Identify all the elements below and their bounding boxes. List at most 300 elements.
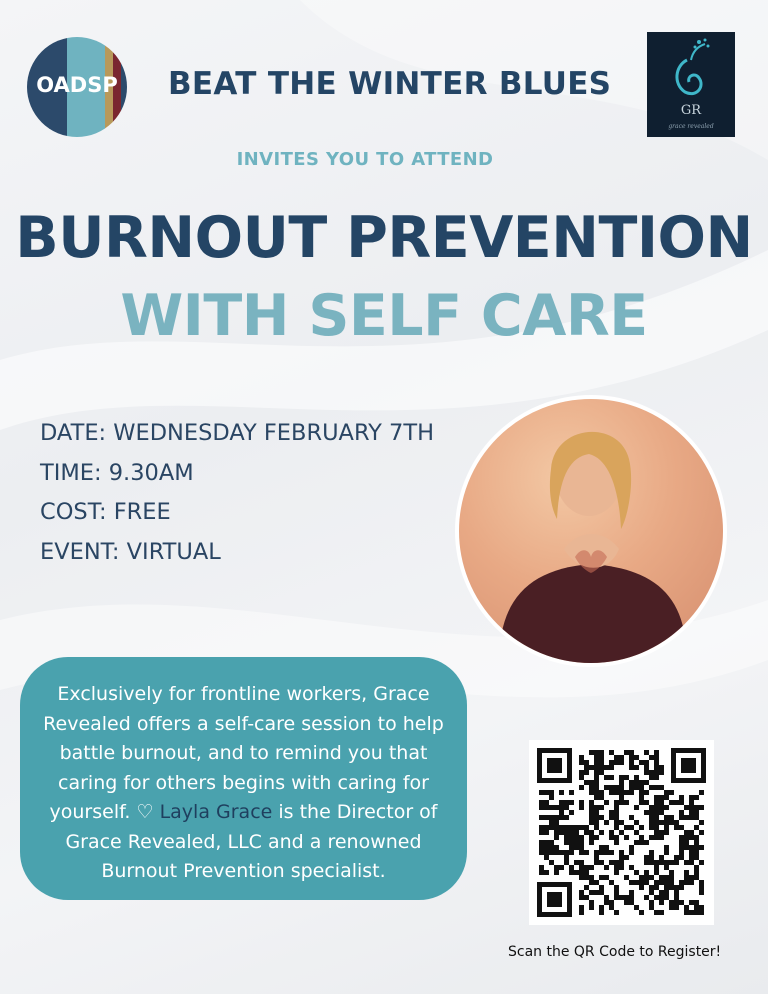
qr-module bbox=[699, 845, 704, 850]
qr-module bbox=[649, 855, 654, 860]
qr-module bbox=[589, 830, 594, 835]
qr-module bbox=[609, 830, 614, 835]
qr-module bbox=[689, 855, 694, 860]
qr-module bbox=[579, 875, 584, 880]
qr-module bbox=[594, 815, 599, 820]
qr-module bbox=[689, 910, 694, 915]
qr-module bbox=[569, 865, 574, 870]
qr-module bbox=[589, 805, 594, 810]
speaker-photo bbox=[455, 395, 727, 667]
qr-module bbox=[664, 845, 669, 850]
qr-module bbox=[669, 815, 674, 820]
qr-module bbox=[659, 895, 664, 900]
qr-module bbox=[649, 820, 654, 825]
qr-module bbox=[544, 855, 549, 860]
speaker-name: Layla Grace bbox=[159, 801, 273, 823]
qr-module bbox=[564, 825, 569, 830]
qr-module bbox=[564, 815, 569, 820]
qr-module bbox=[659, 860, 664, 865]
qr-module bbox=[614, 790, 619, 795]
qr-module bbox=[659, 875, 664, 880]
qr-module bbox=[579, 840, 584, 845]
qr-module bbox=[699, 830, 704, 835]
qr-module bbox=[614, 895, 619, 900]
qr-module bbox=[589, 890, 594, 895]
qr-module bbox=[544, 800, 549, 805]
qr-module bbox=[699, 910, 704, 915]
qr-module bbox=[659, 820, 664, 825]
qr-module bbox=[539, 840, 544, 845]
qr-module bbox=[694, 825, 699, 830]
qr-module bbox=[564, 850, 569, 855]
qr-module bbox=[624, 800, 629, 805]
detail-cost: COST: FREE bbox=[40, 499, 171, 525]
qr-module bbox=[629, 780, 634, 785]
qr-module bbox=[554, 865, 559, 870]
qr-module bbox=[569, 830, 574, 835]
qr-module bbox=[669, 800, 674, 805]
qr-module bbox=[634, 830, 639, 835]
qr-module bbox=[579, 905, 584, 910]
qr-module bbox=[694, 810, 699, 815]
qr-module bbox=[579, 770, 584, 775]
qr-module bbox=[629, 750, 634, 755]
qr-module bbox=[599, 815, 604, 820]
qr-module bbox=[599, 845, 604, 850]
qr-module bbox=[614, 885, 619, 890]
qr-module bbox=[599, 755, 604, 760]
qr-module bbox=[554, 820, 559, 825]
qr-module bbox=[609, 775, 614, 780]
qr-module bbox=[644, 895, 649, 900]
qr-module bbox=[639, 825, 644, 830]
qr-module bbox=[654, 795, 659, 800]
qr-module bbox=[644, 855, 649, 860]
qr-module bbox=[654, 910, 659, 915]
qr-module bbox=[639, 760, 644, 765]
qr-module bbox=[619, 865, 624, 870]
qr-module bbox=[579, 890, 584, 895]
qr-module bbox=[649, 885, 654, 890]
qr-module bbox=[619, 795, 624, 800]
qr-module bbox=[654, 870, 659, 875]
qr-module bbox=[639, 840, 644, 845]
qr-module bbox=[689, 810, 694, 815]
qr-module bbox=[649, 770, 654, 775]
qr-module bbox=[604, 865, 609, 870]
oadsp-logo bbox=[27, 37, 127, 137]
qr-module bbox=[549, 850, 554, 855]
qr-module bbox=[609, 900, 614, 905]
qr-module bbox=[674, 900, 679, 905]
qr-module bbox=[629, 765, 634, 770]
qr-module bbox=[669, 820, 674, 825]
qr-module bbox=[699, 790, 704, 795]
qr-module bbox=[619, 855, 624, 860]
qr-module bbox=[699, 820, 704, 825]
qr-module bbox=[689, 850, 694, 855]
qr-module bbox=[574, 870, 579, 875]
qr-module bbox=[559, 790, 564, 795]
qr-module bbox=[579, 910, 584, 915]
qr-module bbox=[664, 860, 669, 865]
qr-module bbox=[674, 855, 679, 860]
qr-module bbox=[589, 790, 594, 795]
qr-module bbox=[624, 855, 629, 860]
qr-module bbox=[699, 905, 704, 910]
qr-module bbox=[629, 890, 634, 895]
qr-module bbox=[674, 800, 679, 805]
qr-module bbox=[604, 875, 609, 880]
qr-module bbox=[684, 840, 689, 845]
qr-module bbox=[639, 885, 644, 890]
qr-module bbox=[694, 875, 699, 880]
qr-module bbox=[629, 760, 634, 765]
qr-module bbox=[669, 875, 674, 880]
qr-module bbox=[579, 835, 584, 840]
qr-module bbox=[594, 775, 599, 780]
qr-module bbox=[629, 785, 634, 790]
qr-module bbox=[654, 830, 659, 835]
qr-module bbox=[594, 835, 599, 840]
qr-module bbox=[679, 800, 684, 805]
qr-module bbox=[694, 910, 699, 915]
qr-module bbox=[639, 795, 644, 800]
qr-module bbox=[554, 845, 559, 850]
qr-module bbox=[589, 875, 594, 880]
qr-module bbox=[634, 905, 639, 910]
qr-module bbox=[644, 750, 649, 755]
qr-module bbox=[589, 800, 594, 805]
qr-module bbox=[584, 770, 589, 775]
qr-module bbox=[699, 860, 704, 865]
qr-module bbox=[604, 845, 609, 850]
qr-module bbox=[659, 810, 664, 815]
qr-module bbox=[659, 805, 664, 810]
qr-module bbox=[614, 820, 619, 825]
qr-module bbox=[559, 850, 564, 855]
qr-module bbox=[664, 805, 669, 810]
qr-module bbox=[644, 765, 649, 770]
qr-module bbox=[609, 810, 614, 815]
qr-module bbox=[694, 795, 699, 800]
qr-module bbox=[564, 835, 569, 840]
qr-module bbox=[589, 820, 594, 825]
qr-module bbox=[624, 900, 629, 905]
qr-module bbox=[679, 880, 684, 885]
qr-module bbox=[619, 775, 624, 780]
qr-module bbox=[649, 755, 654, 760]
qr-module bbox=[539, 815, 544, 820]
qr-module bbox=[689, 815, 694, 820]
qr-module bbox=[584, 875, 589, 880]
qr-module bbox=[699, 890, 704, 895]
qr-module bbox=[584, 780, 589, 785]
qr-module bbox=[554, 815, 559, 820]
qr-module bbox=[614, 785, 619, 790]
qr-module bbox=[554, 850, 559, 855]
qr-module bbox=[584, 895, 589, 900]
qr-module bbox=[649, 875, 654, 880]
qr-module bbox=[559, 865, 564, 870]
qr-module bbox=[694, 835, 699, 840]
qr-module bbox=[539, 830, 544, 835]
qr-module bbox=[559, 800, 564, 805]
qr-module bbox=[609, 785, 614, 790]
qr-module bbox=[654, 755, 659, 760]
qr-module bbox=[594, 805, 599, 810]
qr-module bbox=[684, 905, 689, 910]
qr-module bbox=[564, 840, 569, 845]
qr-module bbox=[604, 900, 609, 905]
qr-module bbox=[669, 905, 674, 910]
qr-module bbox=[579, 760, 584, 765]
qr-module bbox=[689, 845, 694, 850]
qr-module bbox=[634, 775, 639, 780]
qr-module bbox=[539, 825, 544, 830]
qr-module bbox=[634, 880, 639, 885]
qr-module bbox=[609, 815, 614, 820]
qr-module bbox=[664, 790, 669, 795]
qr-module bbox=[664, 795, 669, 800]
qr-module bbox=[659, 770, 664, 775]
qr-module bbox=[549, 805, 554, 810]
qr-module bbox=[649, 810, 654, 815]
qr-module bbox=[604, 765, 609, 770]
qr-module bbox=[554, 805, 559, 810]
qr-module bbox=[689, 800, 694, 805]
qr-module bbox=[649, 850, 654, 855]
qr-module bbox=[674, 825, 679, 830]
qr-module bbox=[679, 845, 684, 850]
qr-module bbox=[654, 800, 659, 805]
qr-module bbox=[659, 910, 664, 915]
grace-revealed-tagline: grace revealed bbox=[668, 123, 714, 130]
qr-module bbox=[594, 765, 599, 770]
qr-module bbox=[569, 870, 574, 875]
qr-module bbox=[669, 860, 674, 865]
qr-module bbox=[679, 810, 684, 815]
qr-module bbox=[609, 850, 614, 855]
qr-module bbox=[599, 910, 604, 915]
qr-module bbox=[609, 880, 614, 885]
qr-module bbox=[579, 800, 584, 805]
qr-module bbox=[594, 750, 599, 755]
qr-module bbox=[669, 900, 674, 905]
qr-module bbox=[614, 760, 619, 765]
qr-module bbox=[564, 860, 569, 865]
registration-qr-code[interactable] bbox=[529, 740, 714, 925]
qr-module bbox=[629, 815, 634, 820]
qr-module bbox=[584, 830, 589, 835]
qr-module bbox=[674, 905, 679, 910]
qr-module bbox=[544, 805, 549, 810]
qr-module bbox=[619, 785, 624, 790]
qr-module bbox=[619, 830, 624, 835]
qr-module bbox=[544, 825, 549, 830]
qr-module bbox=[629, 900, 634, 905]
qr-module bbox=[594, 880, 599, 885]
qr-module bbox=[634, 820, 639, 825]
qr-module bbox=[634, 870, 639, 875]
qr-module bbox=[609, 790, 614, 795]
detail-date: DATE: WEDNESDAY FEBRUARY 7TH bbox=[40, 420, 435, 446]
qr-module bbox=[639, 780, 644, 785]
qr-module bbox=[649, 835, 654, 840]
qr-module bbox=[544, 815, 549, 820]
qr-module bbox=[574, 835, 579, 840]
qr-module bbox=[604, 850, 609, 855]
qr-module bbox=[624, 895, 629, 900]
qr-module bbox=[664, 890, 669, 895]
qr-module bbox=[649, 900, 654, 905]
qr-module bbox=[654, 880, 659, 885]
qr-module bbox=[614, 870, 619, 875]
qr-module bbox=[664, 885, 669, 890]
qr-module bbox=[694, 900, 699, 905]
qr-module bbox=[629, 895, 634, 900]
qr-module bbox=[589, 900, 594, 905]
qr-module bbox=[594, 770, 599, 775]
qr-module bbox=[684, 815, 689, 820]
qr-module bbox=[644, 800, 649, 805]
qr-module bbox=[689, 880, 694, 885]
qr-module bbox=[614, 825, 619, 830]
qr-module bbox=[689, 830, 694, 835]
oadsp-logo-text: OADSP bbox=[36, 73, 118, 97]
qr-module bbox=[664, 820, 669, 825]
qr-module bbox=[549, 860, 554, 865]
qr-module bbox=[679, 825, 684, 830]
qr-module bbox=[569, 810, 574, 815]
qr-module bbox=[614, 835, 619, 840]
qr-module bbox=[644, 875, 649, 880]
qr-module bbox=[589, 840, 594, 845]
qr-module bbox=[554, 830, 559, 835]
qr-module bbox=[599, 765, 604, 770]
qr-module bbox=[664, 865, 669, 870]
qr-module bbox=[674, 890, 679, 895]
invites-subtitle: INVITES YOU TO ATTEND bbox=[236, 149, 494, 170]
detail-event: EVENT: VIRTUAL bbox=[40, 538, 221, 565]
qr-module bbox=[684, 845, 689, 850]
qr-module bbox=[619, 820, 624, 825]
qr-module bbox=[649, 890, 654, 895]
qr-module bbox=[569, 850, 574, 855]
qr-module bbox=[599, 750, 604, 755]
qr-module bbox=[544, 850, 549, 855]
qr-module bbox=[539, 850, 544, 855]
qr-module bbox=[549, 845, 554, 850]
qr-module bbox=[659, 855, 664, 860]
qr-module bbox=[654, 760, 659, 765]
qr-module bbox=[629, 825, 634, 830]
qr-module bbox=[654, 895, 659, 900]
qr-module bbox=[544, 830, 549, 835]
qr-module bbox=[609, 905, 614, 910]
qr-module bbox=[609, 835, 614, 840]
qr-module bbox=[629, 755, 634, 760]
qr-module bbox=[649, 905, 654, 910]
qr-module bbox=[614, 860, 619, 865]
qr-module bbox=[589, 765, 594, 770]
qr-module bbox=[664, 850, 669, 855]
qr-module bbox=[599, 850, 604, 855]
qr-module bbox=[654, 805, 659, 810]
description-part1: Exclusively for frontline workers, Grace Revealed offers a self-care session to help battle burnout, and to remind you that caring for others begins with caring for yourself. ♡ bbox=[43, 683, 444, 823]
qr-module bbox=[639, 910, 644, 915]
qr-module bbox=[614, 890, 619, 895]
qr-module bbox=[609, 765, 614, 770]
qr-module bbox=[644, 860, 649, 865]
qr-module bbox=[569, 825, 574, 830]
qr-module bbox=[579, 845, 584, 850]
qr-module bbox=[634, 780, 639, 785]
qr-module bbox=[569, 800, 574, 805]
qr-module bbox=[594, 810, 599, 815]
qr-module bbox=[694, 865, 699, 870]
qr-module bbox=[594, 825, 599, 830]
qr-module bbox=[544, 845, 549, 850]
qr-module bbox=[614, 755, 619, 760]
qr-module bbox=[674, 820, 679, 825]
qr-module bbox=[594, 820, 599, 825]
qr-module bbox=[564, 800, 569, 805]
qr-module bbox=[594, 850, 599, 855]
qr-module bbox=[689, 875, 694, 880]
qr-module bbox=[584, 885, 589, 890]
qr-module bbox=[694, 855, 699, 860]
qr-module bbox=[539, 790, 544, 795]
qr-module bbox=[629, 880, 634, 885]
qr-module bbox=[564, 830, 569, 835]
qr-module bbox=[669, 885, 674, 890]
qr-module bbox=[594, 780, 599, 785]
qr-module bbox=[684, 860, 689, 865]
qr-module bbox=[629, 790, 634, 795]
qr-module bbox=[639, 875, 644, 880]
qr-module bbox=[649, 775, 654, 780]
qr-module bbox=[619, 800, 624, 805]
qr-module bbox=[659, 785, 664, 790]
qr-module bbox=[619, 790, 624, 795]
qr-module bbox=[579, 785, 584, 790]
qr-module bbox=[594, 860, 599, 865]
event-title-line1: BURNOUT PREVENTION bbox=[15, 205, 753, 271]
grace-revealed-initials: GR bbox=[680, 103, 702, 118]
qr-module bbox=[619, 755, 624, 760]
qr-module bbox=[594, 795, 599, 800]
qr-module bbox=[684, 880, 689, 885]
qr-module bbox=[694, 850, 699, 855]
qr-module bbox=[604, 785, 609, 790]
qr-module bbox=[594, 790, 599, 795]
qr-module bbox=[589, 815, 594, 820]
qr-module bbox=[674, 860, 679, 865]
qr-module bbox=[589, 750, 594, 755]
qr-module bbox=[589, 835, 594, 840]
description-text bbox=[36, 680, 451, 887]
qr-module bbox=[589, 880, 594, 885]
qr-module bbox=[609, 750, 614, 755]
qr-module bbox=[694, 805, 699, 810]
qr-module bbox=[549, 820, 554, 825]
qr-module bbox=[604, 895, 609, 900]
qr-module bbox=[559, 825, 564, 830]
qr-module bbox=[644, 880, 649, 885]
qr-module bbox=[684, 830, 689, 835]
qr-module bbox=[589, 780, 594, 785]
